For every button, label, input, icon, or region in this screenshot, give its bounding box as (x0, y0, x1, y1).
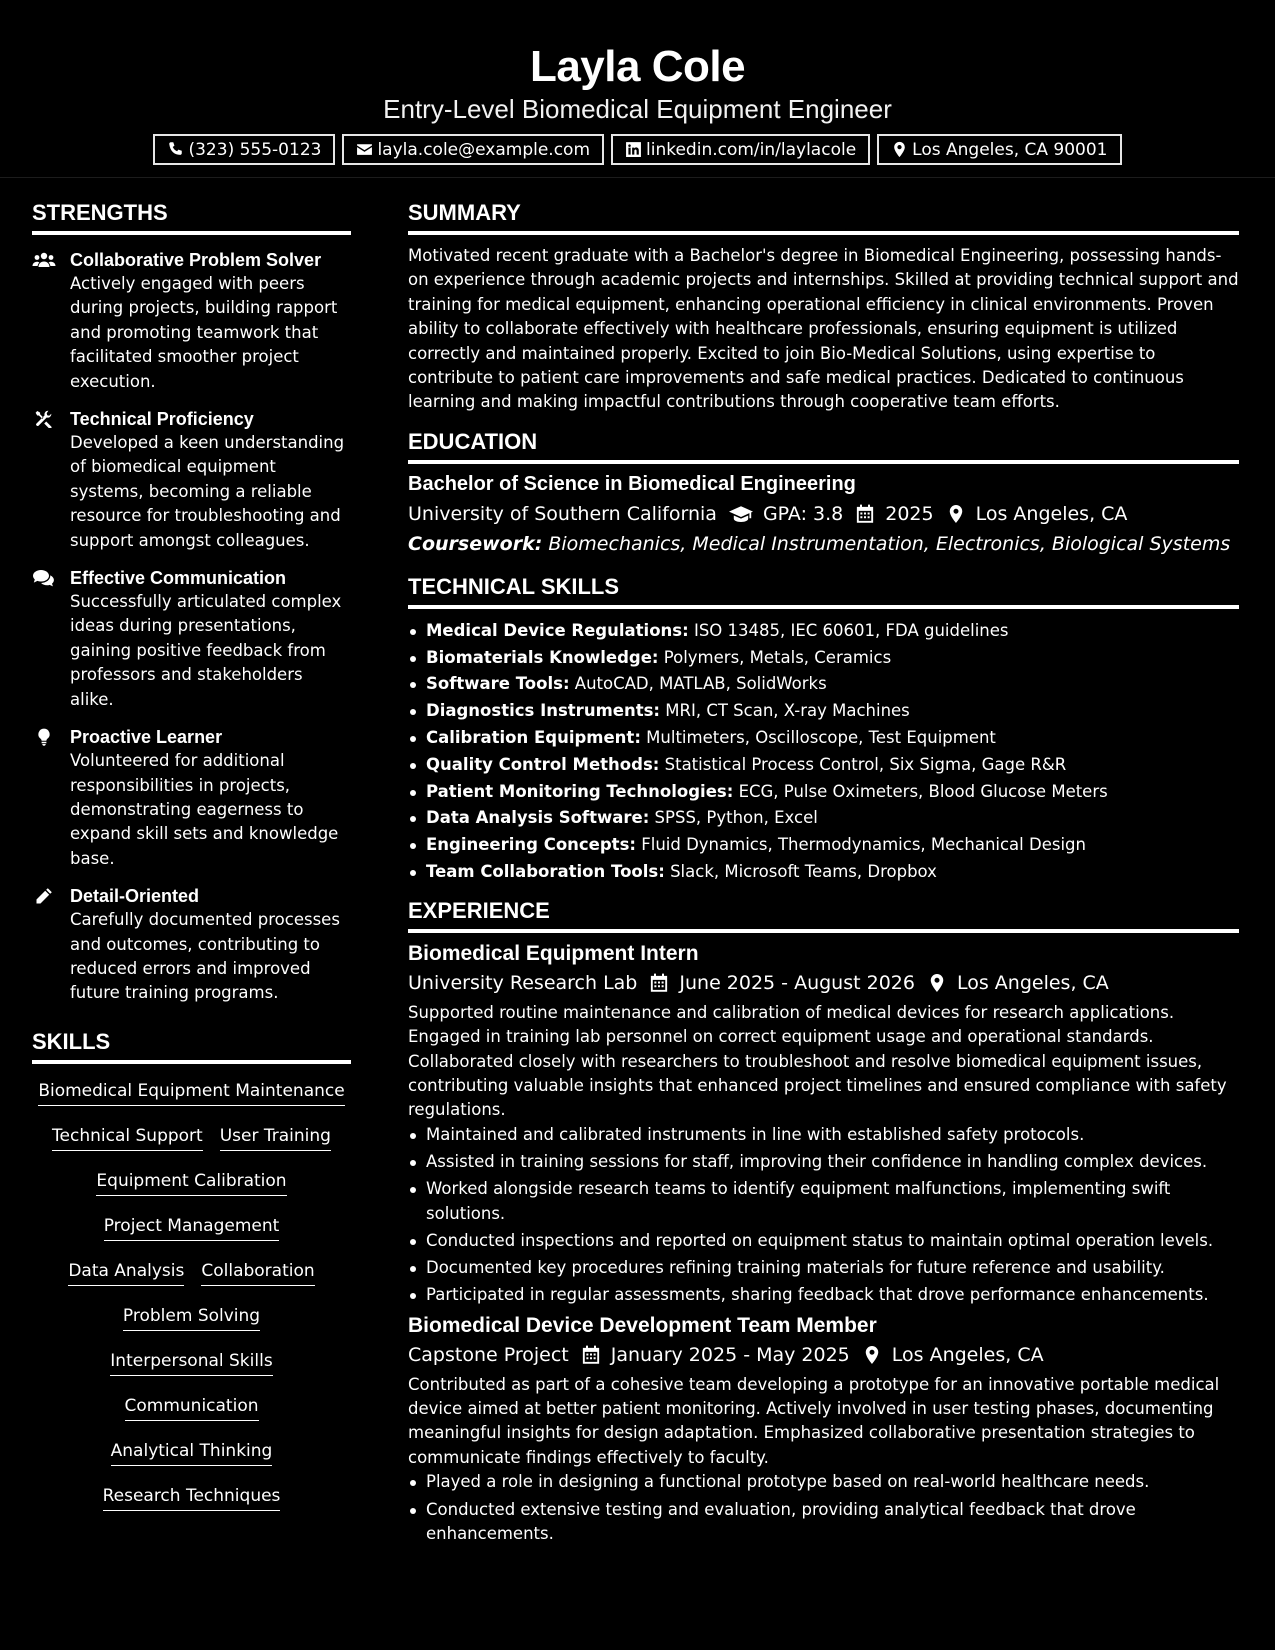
users-icon (32, 251, 56, 269)
list-item (408, 859, 1239, 886)
job-meta (408, 1344, 1239, 1366)
list-item: Participated in regular assessments, sharing feedback that drove performance enhancements. (408, 1283, 1239, 1307)
list-item (408, 698, 1239, 725)
map-pin-icon (862, 1345, 882, 1365)
linkedin-icon (625, 141, 642, 158)
skill-label: Team Collaboration Tools: (426, 862, 665, 882)
list-item (408, 752, 1239, 779)
skill-tag: Data Analysis (68, 1261, 184, 1286)
job-bullets (408, 1123, 1239, 1308)
skill-tag: Collaboration (201, 1261, 314, 1286)
job-entry (408, 942, 1239, 1308)
skill-value: ISO 13485, IEC 60601, FDA guidelines (693, 620, 1009, 640)
list-item (408, 725, 1239, 752)
comments-icon (32, 569, 56, 587)
strength-item (32, 248, 351, 394)
skills-section (32, 1029, 351, 1522)
list-item: Played a role in designing a functional prototype based on real-world healthcare needs. (408, 1470, 1239, 1494)
coursework-list: Biomechanics, Medical Instrumentation, Electronics, Biological Systems (548, 532, 1231, 555)
location-text: Los Angeles, CA 90001 (912, 139, 1108, 160)
job-description: Contributed as part of a cohesive team developing a prototype for an innovative portable medical device aimed at better patient monitoring. Actively involved in user testing phases, documenting meaningful insights for design adaptation. Emphasized collaborative presentation strategies to communicate findings effectively to faculty. (408, 1374, 1220, 1467)
strength-description: Carefully documented processes and outcomes, contributing to reduced errors and improved future training programs. (70, 910, 340, 1003)
experience-heading: EXPERIENCE (408, 898, 1239, 933)
skill-tag: Technical Support (52, 1126, 203, 1151)
skill-value: Multimeters, Oscilloscope, Test Equipment (646, 728, 996, 748)
contact-email[interactable] (342, 134, 604, 165)
job-description: Supported routine maintenance and calibration of medical devices for research applications. Engaged in training lab personnel on correct equipment usage and operational standards. Collaborated closely with researchers to troubleshoot and resolve biomedical equipment issues, contributing valuable insights that enhanced project timelines and ensured compliance with safety regulations. (408, 1002, 1227, 1120)
skill-label: Medical Device Regulations: (426, 620, 689, 640)
left-column (32, 200, 351, 1522)
gpa: GPA: 3.8 (762, 502, 844, 525)
skill-label: Calibration Equipment: (426, 728, 641, 748)
skill-label: Software Tools: (426, 674, 570, 694)
map-pin-icon (927, 973, 947, 993)
skill-tag: Biomedical Equipment Maintenance (38, 1081, 344, 1106)
lightbulb-icon (32, 728, 56, 746)
technical-skills-list (408, 618, 1239, 886)
strengths-heading: STRENGTHS (32, 200, 351, 235)
tools-icon (32, 410, 56, 428)
map-pin-icon (891, 141, 908, 158)
calendar-icon (581, 1345, 601, 1365)
school-name: University of Southern California (408, 502, 717, 525)
list-item: Conducted inspections and reported on equipment status to maintain optimal operation levels. (408, 1229, 1239, 1253)
strength-description: Volunteered for additional responsibilities in projects, demonstrating eagerness to expand skill sets and knowledge base. (70, 751, 339, 868)
strength-title: Collaborative Problem Solver (70, 250, 322, 270)
skill-value: SPSS, Python, Excel (654, 808, 818, 828)
skill-tag: Analytical Thinking (111, 1441, 273, 1466)
strength-title: Technical Proficiency (70, 409, 254, 430)
skill-tag: Research Techniques (103, 1486, 281, 1511)
summary-heading: SUMMARY (408, 200, 1239, 235)
graduation-year: 2025 (885, 502, 934, 525)
skill-tag: User Training (220, 1126, 331, 1151)
resume-header (0, 0, 1275, 178)
education-location: Los Angeles, CA (975, 502, 1128, 525)
skill-label: Data Analysis Software: (426, 808, 650, 828)
job-location: Los Angeles, CA (891, 1343, 1044, 1366)
job-bullets (408, 1470, 1239, 1546)
degree-title: Bachelor of Science in Biomedical Engineering (408, 472, 856, 495)
strength-item (32, 407, 351, 553)
list-item (408, 671, 1239, 698)
skill-tag: Equipment Calibration (96, 1171, 286, 1196)
skill-value: MRI, CT Scan, X-ray Machines (665, 701, 910, 721)
coursework (408, 533, 1239, 555)
contact-location (877, 134, 1121, 165)
list-item (408, 645, 1239, 672)
list-item (408, 805, 1239, 832)
strength-description: Actively engaged with peers during projects, building rapport and promoting teamwork that facilitated smoother project execution. (70, 274, 338, 391)
contact-phone[interactable] (153, 134, 335, 165)
job-dates: January 2025 - May 2025 (610, 1343, 850, 1366)
strength-item (32, 725, 351, 871)
coursework-label: Coursework: (408, 532, 543, 555)
skill-value: ECG, Pulse Oximeters, Blood Glucose Meters (738, 781, 1108, 801)
list-item: Documented key procedures refining training materials for future reference and usability. (408, 1256, 1239, 1280)
skills-heading: SKILLS (32, 1029, 351, 1064)
list-item (408, 618, 1239, 645)
list-item (408, 832, 1239, 859)
summary-text: Motivated recent graduate with a Bachelor's degree in Biomedical Engineering, possessing hands-on experience through academic projects and internships. Skilled at providing technical support and training for medical equipment, enhancing operational efficiency in clinical environments. Proven ability to collaborate effectively with healthcare professionals, ensuring equipment is utilized correctly and maintained properly. Excited to join Bio-Medical Solutions, using expertise to contribute to patient care improvements and safe medical practices. Dedicated to continuous learning and making impactful contributions through cooperative team efforts. (408, 246, 1239, 412)
skill-label: Patient Monitoring Technologies: (426, 781, 734, 801)
calendar-icon (855, 504, 875, 524)
skill-tag: Interpersonal Skills (110, 1351, 272, 1376)
pencil-icon (32, 887, 56, 905)
job-dates: June 2025 - August 2026 (679, 971, 915, 994)
organization: Capstone Project (408, 1343, 569, 1366)
skill-tag: Problem Solving (123, 1306, 260, 1331)
linkedin-text: linkedin.com/in/laylacole (646, 139, 857, 160)
skill-tag: Communication (125, 1396, 259, 1421)
strength-item (32, 566, 351, 712)
skill-value: Polymers, Metals, Ceramics (663, 647, 892, 667)
contact-linkedin[interactable] (611, 134, 870, 165)
job-meta (408, 972, 1239, 994)
skill-tag: Project Management (104, 1216, 280, 1241)
strength-title: Detail-Oriented (70, 886, 200, 907)
education-heading: EDUCATION (408, 429, 1239, 464)
skill-label: Quality Control Methods: (426, 754, 660, 774)
map-pin-icon (946, 504, 966, 524)
skill-label: Diagnostics Instruments: (426, 701, 661, 721)
strength-item (32, 884, 351, 1006)
skill-label: Engineering Concepts: (426, 835, 636, 855)
list-item: Assisted in training sessions for staff, improving their confidence in handling complex devices. (408, 1150, 1239, 1174)
strength-description: Developed a keen understanding of biomedical equipment systems, becoming a reliable resource for troubleshooting and support amongst colleagues. (70, 433, 345, 550)
phone-text: (323) 555-0123 (188, 139, 322, 160)
skill-tags (32, 1072, 351, 1522)
education-meta (408, 503, 1239, 525)
envelope-icon (356, 141, 373, 158)
list-item: Maintained and calibrated instruments in line with established safety protocols. (408, 1123, 1239, 1147)
skill-value: AutoCAD, MATLAB, SolidWorks (574, 674, 827, 694)
job-entry (408, 1314, 1239, 1547)
strength-title: Proactive Learner (70, 727, 223, 748)
strength-description: Successfully articulated complex ideas during presentations, gaining positive feedback from professors and stakeholders alike. (70, 592, 342, 709)
list-item: Conducted extensive testing and evaluation, providing analytical feedback that drove enhancements. (408, 1498, 1239, 1547)
right-column (408, 200, 1239, 1549)
candidate-name: Layla Cole (529, 42, 746, 91)
skill-value: Statistical Process Control, Six Sigma, Gage R&R (664, 754, 1067, 774)
contact-bar (0, 134, 1275, 165)
list-item (408, 779, 1239, 806)
strength-title: Effective Communication (70, 568, 287, 589)
job-location: Los Angeles, CA (956, 971, 1109, 994)
job-title: Biomedical Device Development Team Member (408, 1313, 877, 1337)
list-item: Worked alongside research teams to identify equipment malfunctions, implementing swift solutions. (408, 1177, 1239, 1226)
skill-label: Biomaterials Knowledge: (426, 647, 659, 667)
organization: University Research Lab (408, 971, 638, 994)
graduation-cap-icon (729, 504, 753, 524)
job-title: Entry-Level Biomedical Equipment Engineer (383, 94, 892, 124)
job-title: Biomedical Equipment Intern (408, 941, 699, 965)
email-text: layla.cole@example.com (377, 139, 591, 160)
technical-skills-heading: TECHNICAL SKILLS (408, 574, 1239, 609)
phone-icon (167, 141, 184, 158)
skill-value: Slack, Microsoft Teams, Dropbox (670, 862, 937, 882)
calendar-icon (649, 973, 669, 993)
skill-value: Fluid Dynamics, Thermodynamics, Mechanical Design (641, 835, 1086, 855)
